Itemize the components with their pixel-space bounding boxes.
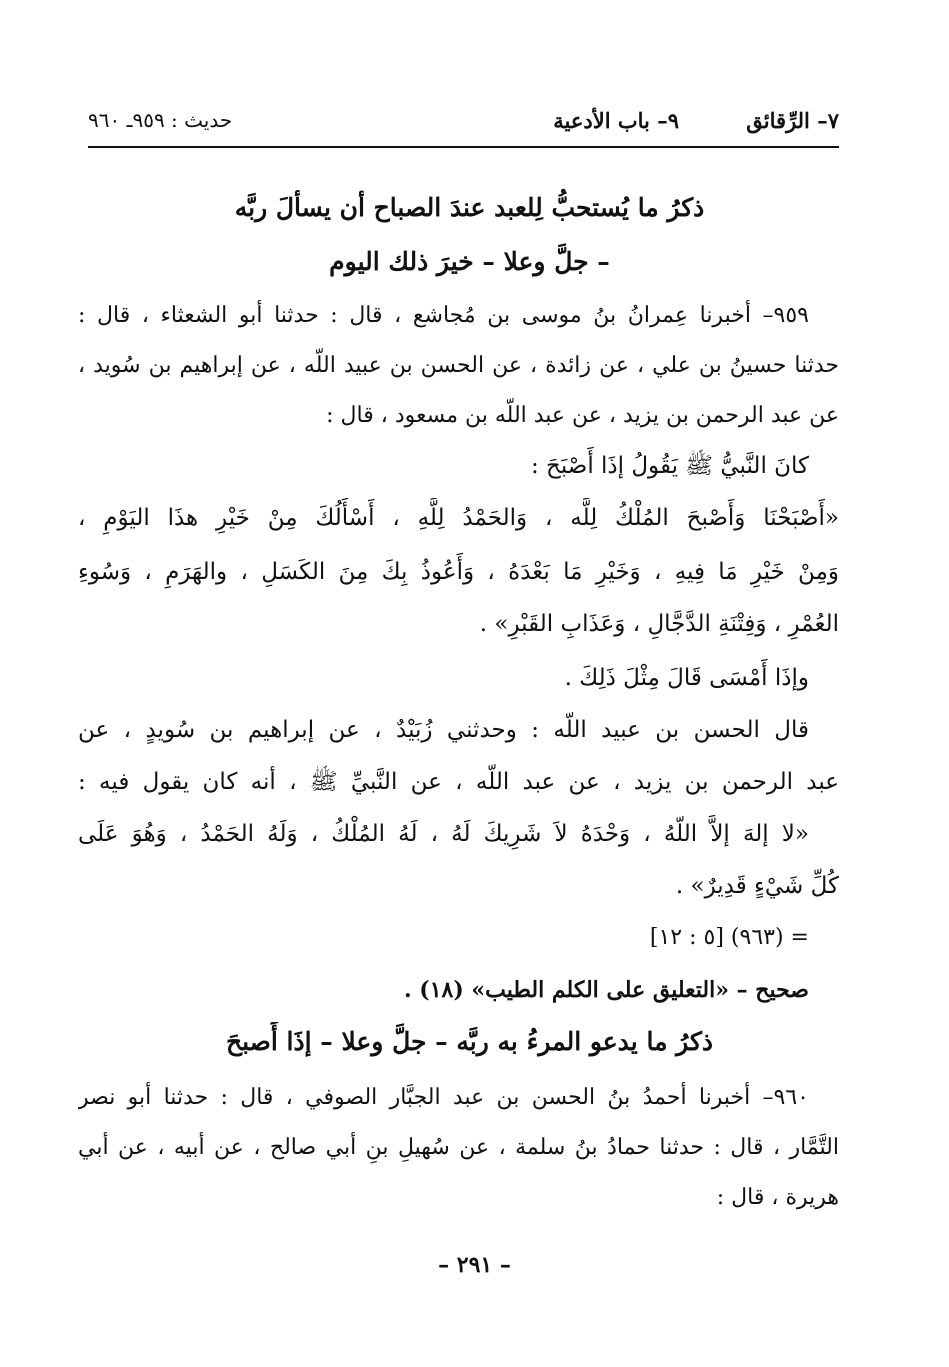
chapter-title: ٩– باب الأدعية xyxy=(553,108,679,133)
quote-line: «أَصْبَحْنَا وَأَصْبحَ المُلْكُ لِلَّه ، وَالحَمْدُ لِلَّهِ ، أَسْأَلُكَ مِنْ خَيْرِ هذَا اليَوْمِ ، xyxy=(78,505,839,531)
text-line-hadith-959: ٩٥٩– أخبرنا عِمرانُ بنُ موسى بن مُجاشع ، قال : حدثنا أبو الشعثاء ، قال : xyxy=(78,303,809,328)
section-title-line-1: ذكرُ ما يُستحبُّ لِلعبد عندَ الصباح أن يسألَ ربَّه xyxy=(234,193,705,222)
text-line: هريرة ، قال : xyxy=(716,1185,839,1210)
running-header xyxy=(88,108,839,144)
hadith-range: حديث : ٩٥٩ـ ٩٦٠ xyxy=(88,108,233,132)
text-line: عن عبد الرحمن بن يزيد ، عن عبد اللّه بن مسعود ، قال : xyxy=(326,403,839,428)
book-title: ٧– الرِّقائق xyxy=(746,108,839,133)
section-title-line-2: – جلَّ وعلا – خيرَ ذلك اليوم xyxy=(329,247,610,276)
text-line: حدثنا حسينُ بن علي ، عن زائدة ، عن الحسن بن عبيد اللّه ، عن إبراهيم بن سُويد ، xyxy=(78,353,839,378)
quote-line: كُلِّ شَيْءٍ قَدِيرٌ» . xyxy=(675,873,839,899)
grading-note: صحيح – «التعليق على الكلم الطيب» (١٨) . xyxy=(403,977,809,1003)
text-line: كانَ النَّبيُّ ﷺ يَقُولُ إذَا أَصْبَحَ : xyxy=(530,453,809,479)
page-number: – ٢٩١ – xyxy=(438,1252,511,1278)
text-line: عبد الرحمن بن يزيد ، عن عبد اللّه ، عن النَّبيِّ ﷺ ، أنه كان يقول فيه : xyxy=(78,769,839,795)
text-line: قال الحسن بن عبيد اللّه : وحدثني زُبَيْدٌ ، عن إبراهيم بن سُويدٍ ، عن xyxy=(78,717,809,743)
text-line: التَّمَّار ، قال : حدثنا حمادُ بنُ سلمة ، عن سُهيلِ بنِ أبي صالح ، عن أبيه ، عن أبي xyxy=(78,1135,839,1160)
quote-line: العُمْرِ ، وَفِتْنَةِ الدَّجَّالِ ، وَعَذَابِ القَبْرِ» . xyxy=(479,611,839,637)
cross-reference: = (٩٦٣) [٥ : ١٢] xyxy=(649,925,809,950)
section-title-line-3: ذكرُ ما يدعو المرءُ به ربَّه – جلَّ وعلا – إذَا أَصبحَ xyxy=(225,1027,714,1056)
quote-line: وَمِنْ خَيْرِ مَا فِيهِ ، وَخَيْرِ مَا بَعْدَهُ ، وَأَعُوذُ بِكَ مِنَ الكَسَلِ ، والهَرَمِ ، وَسُوءِ xyxy=(78,559,839,585)
text-line: وإذَا أَمْسَى قَالَ مِثْلَ ذَلِكَ . xyxy=(564,665,809,691)
text-line-hadith-960: ٩٦٠– أخبرنا أحمدُ بنُ الحسن بن عبد الجبَّار الصوفي ، قال : حدثنا أبو نصر xyxy=(78,1085,809,1110)
quote-line: «لا إلهَ إلاَّ اللّهُ ، وَحْدَهُ لاَ شَرِيكَ لَهُ ، لَهُ المُلْكُ ، وَلَهُ الحَمْدُ ، وَهُوَ عَلَى xyxy=(78,821,809,847)
header-rule xyxy=(88,146,839,148)
